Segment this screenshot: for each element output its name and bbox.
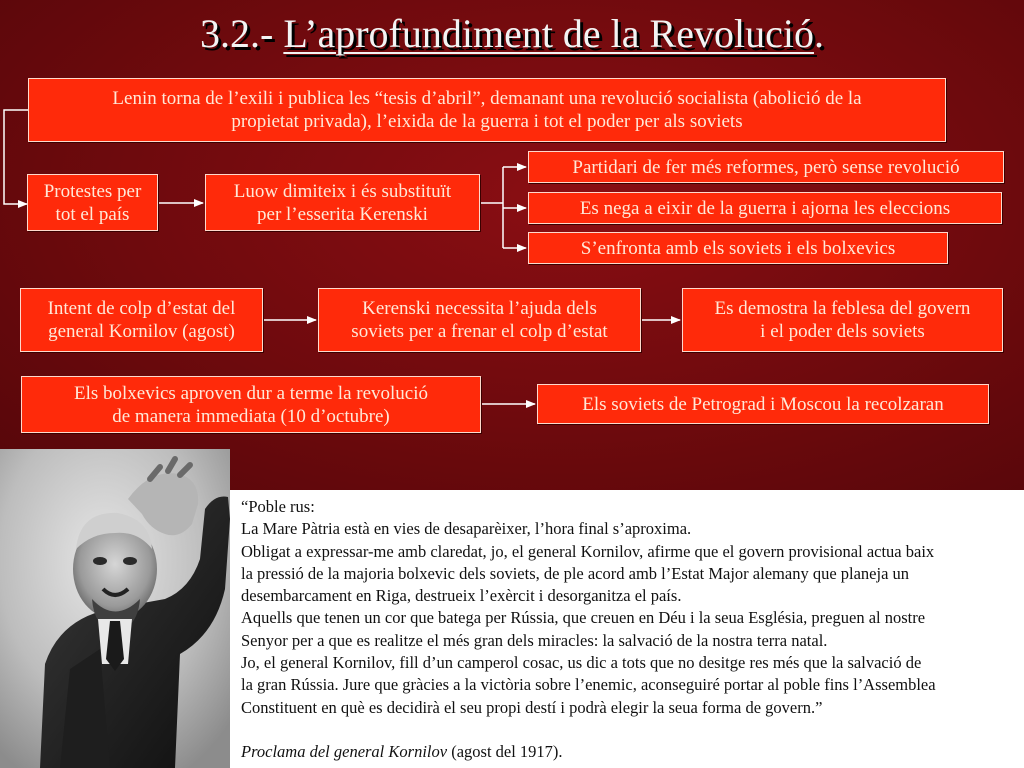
quote-line: la pressió de la majoria bolxevic dels soviets, de ple acord amb l’Estat Major alemany que planeja un <box>241 563 910 583</box>
box-soviets-petrograd <box>537 384 989 424</box>
box-partidari-reformes <box>528 151 1004 183</box>
box-senfronta-soviets <box>528 232 948 264</box>
box-senfronta-line-1: S’enfronta amb els soviets i els bolxevics <box>580 237 896 259</box>
box-lenin-line-2: propietat privada), l’eixida de la guerra i tot el poder per als soviets <box>231 111 743 132</box>
box-protestes-line-1: Protestes per <box>43 180 142 202</box>
lenin-photo <box>0 449 230 768</box>
box-lenin-line-1: Lenin torna de l’exili i publica les “tesis d’abril”, demanant una revolució socialista (abolició de la <box>112 88 862 109</box>
quote-line: La Mare Pàtria està en vies de desaparèixer, l’hora final s’aproxima. <box>241 519 692 539</box>
box-protestes <box>27 174 158 231</box>
box-kerenski-line-1: Kerenski necessita l’ajuda dels <box>362 298 597 319</box>
box-luow-dimiteix <box>205 174 480 231</box>
quote-line: Constituent en què es decidirà el seu propi destí i podrà elegir la seua forma de govern.” <box>241 697 823 717</box>
box-kornilov-colp <box>20 288 263 352</box>
box-kerenski-ajuda <box>318 288 641 352</box>
box-protestes-line-2: tot el país <box>55 203 130 225</box>
box-luow-line-2: per l’esserita Kerenski <box>257 203 428 225</box>
quote-line: Obligat a expressar-me amb claredat, jo, el general Kornilov, afirme que el govern provisional actua baix <box>241 541 935 561</box>
box-lenin-tesis <box>28 78 946 142</box>
quote-spacer <box>241 719 1023 741</box>
quote-line: desembarcament en Riga, destrueix l’exèrcit i desorganitza el país. <box>241 586 682 606</box>
box-bolxevics-line-1: Els bolxevics aproven dur a terme la revolució <box>73 382 428 404</box>
quote-line: Jo, el general Kornilov, fill d’un camperol cosac, us dic a tots que no desitge res més que la salvació de <box>241 653 922 673</box>
box-bolxevics-revolucio <box>21 376 481 433</box>
box-feblesa-line-1: Es demostra la feblesa del govern <box>714 298 971 319</box>
caption-source: Proclama del general Kornilov <box>241 741 448 761</box>
box-partidari-line-1: Partidari de fer més reformes, però sense revolució <box>572 156 960 178</box>
title-period: . <box>813 11 824 56</box>
box-kornilov-line-1: Intent de colp d’estat del <box>47 298 236 319</box>
box-feblesa-govern <box>682 288 1003 352</box>
quote-line: “Poble rus: <box>241 497 315 516</box>
title-number: 3.2.- <box>200 11 274 56</box>
box-nega-guerra <box>528 192 1002 224</box>
quote-line: Aquells que tenen un cor que batega per Rússia, que creuen en Déu i la seua Església, preguen al nostre <box>241 608 926 628</box>
quote-line: Senyor per a que es realitze el més gran dels miracles: la salvació de la nostra terra natal. <box>241 630 828 650</box>
box-petrograd-line-1: Els soviets de Petrograd i Moscou la recolzaran <box>582 393 944 415</box>
box-luow-line-1: Luow dimiteix i és substituït <box>233 180 452 202</box>
quote-caption <box>241 741 1023 763</box>
page-title <box>0 10 1024 57</box>
box-bolxevics-line-2: de manera immediata (10 d’octubre) <box>112 405 390 427</box>
box-kornilov-line-2: general Kornilov (agost) <box>48 321 235 342</box>
caption-date: (agost del 1917). <box>447 741 563 761</box>
box-kerenski-line-2: soviets per a frenar el colp d’estat <box>351 321 608 342</box>
box-feblesa-line-2: i el poder dels soviets <box>760 321 925 342</box>
box-nega-line-1: Es nega a eixir de la guerra i ajorna les eleccions <box>579 197 951 219</box>
quote-line: la gran Rússia. Jure que gràcies a la victòria sobre l’enemic, aconseguiré portar al poble fins l’Assemblea <box>241 675 936 695</box>
title-text: L’aprofundiment de la Revolució <box>283 11 814 56</box>
kornilov-proclamation <box>241 496 1023 763</box>
